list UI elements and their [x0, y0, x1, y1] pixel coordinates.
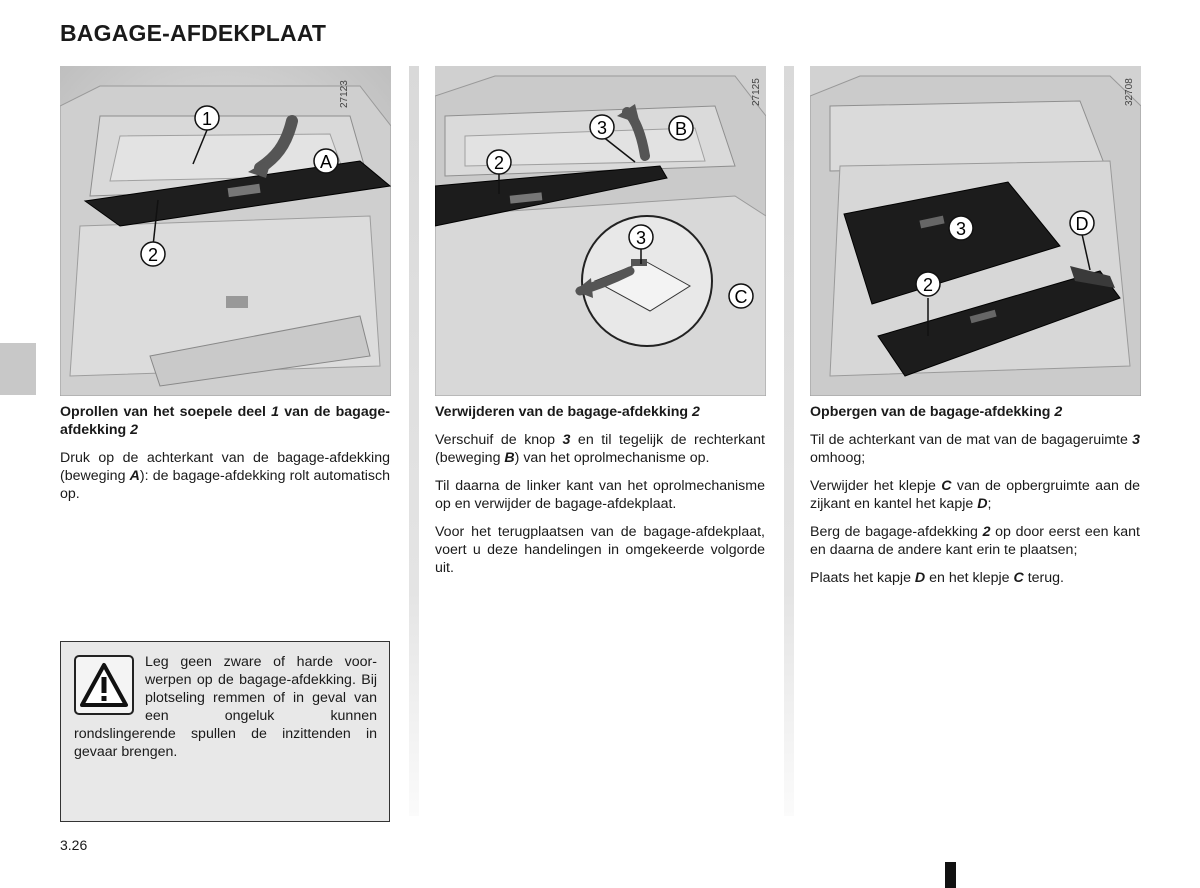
- svg-text:2: 2: [493, 153, 505, 173]
- instruction-paragraph: Plaats het kapje D en het klepje C terug.: [810, 570, 1064, 586]
- callout-label: [314, 149, 338, 173]
- instruction-paragraph: Verwijder het klepje C van de opbergruimte aan de zijkant en kantel het kapje D;: [810, 478, 1140, 512]
- instruction-paragraph: Voor het terugplaatsen van de bagage-afdekplaat, voert u deze handelingen in omgekeerde volgorde uit.: [435, 524, 765, 576]
- warning-text: Leg geen zware of harde voorwerpen op de bagage-afdekking. Bij plotseling remmen of in geval van een ongeluk kunnen rondslingerende spullen de inzittenden in gevaar brengen.: [74, 654, 377, 760]
- callout-label: [1070, 211, 1094, 235]
- svg-text:C: C: [734, 287, 748, 307]
- svg-text:1: 1: [201, 109, 213, 129]
- svg-text:2: 2: [922, 275, 934, 295]
- instruction-paragraph: Druk op de achterkant van de bagage-afdekking (beweging A): de bagage-afdekking rolt automatisch op.: [60, 450, 390, 502]
- instruction-paragraph: Verschuif de knop 3 en til tegelijk de rechterkant (beweging B) van het oprolmechanisme op.: [435, 432, 765, 466]
- section-caption: Verwijderen van de bagage-afdekking 2: [435, 404, 700, 420]
- page-edge-mark: [945, 862, 956, 888]
- figure-code: 27123: [339, 80, 350, 108]
- column-divider: [784, 66, 794, 816]
- warning-triangle-icon: [74, 655, 134, 715]
- warning-box: [60, 641, 390, 822]
- instruction-paragraph: Til daarna de linker kant van het oprolmechanisme op en verwijder de bagage-afdekplaat.: [435, 478, 765, 512]
- section-caption: Opbergen van de bagage-afdekking 2: [810, 404, 1063, 420]
- callout-label: [487, 150, 511, 174]
- callout-label: [669, 116, 693, 140]
- svg-text:D: D: [1075, 214, 1089, 234]
- instruction-paragraph: Berg de bagage-afdekking 2 op door eerst een kant en daarna de andere kant erin te plaatsen;: [810, 524, 1140, 558]
- column-remove: [435, 403, 765, 587]
- callout-label: [629, 225, 653, 249]
- figure-1-illustration: [60, 66, 391, 396]
- svg-text:3: 3: [596, 118, 608, 138]
- instruction-paragraph: Til de achterkant van de mat van de bagageruimte 3 omhoog;: [810, 432, 1140, 466]
- figure-2-illustration: [435, 66, 766, 396]
- figure-roll-up-cover: [60, 66, 391, 396]
- section-tab: [0, 343, 36, 395]
- callout-label: [916, 272, 940, 296]
- column-store: [810, 403, 1140, 597]
- figure-code: 27125: [751, 78, 762, 106]
- callout-label: [141, 242, 165, 266]
- callout-label: [949, 216, 973, 240]
- figure-remove-cover: [435, 66, 766, 396]
- section-caption: Oprollen van het soepele deel 1 van de bagage-afdekking 2: [60, 404, 390, 438]
- svg-text:2: 2: [147, 245, 159, 265]
- callout-label: [590, 115, 614, 139]
- callout-label: [195, 106, 219, 130]
- figure-3-illustration: [810, 66, 1141, 396]
- svg-text:B: B: [674, 119, 688, 139]
- svg-text:3: 3: [635, 228, 647, 248]
- column-roll-up: [60, 403, 390, 513]
- figure-store-cover: [810, 66, 1141, 396]
- callout-label: [729, 284, 753, 308]
- page-title: BAGAGE-AFDEKPLAAT: [60, 20, 327, 46]
- svg-text:3: 3: [955, 219, 967, 239]
- page-number: 3.26: [60, 837, 88, 853]
- figure-code: 32708: [1124, 78, 1135, 106]
- svg-text:A: A: [319, 152, 333, 172]
- column-divider: [409, 66, 419, 816]
